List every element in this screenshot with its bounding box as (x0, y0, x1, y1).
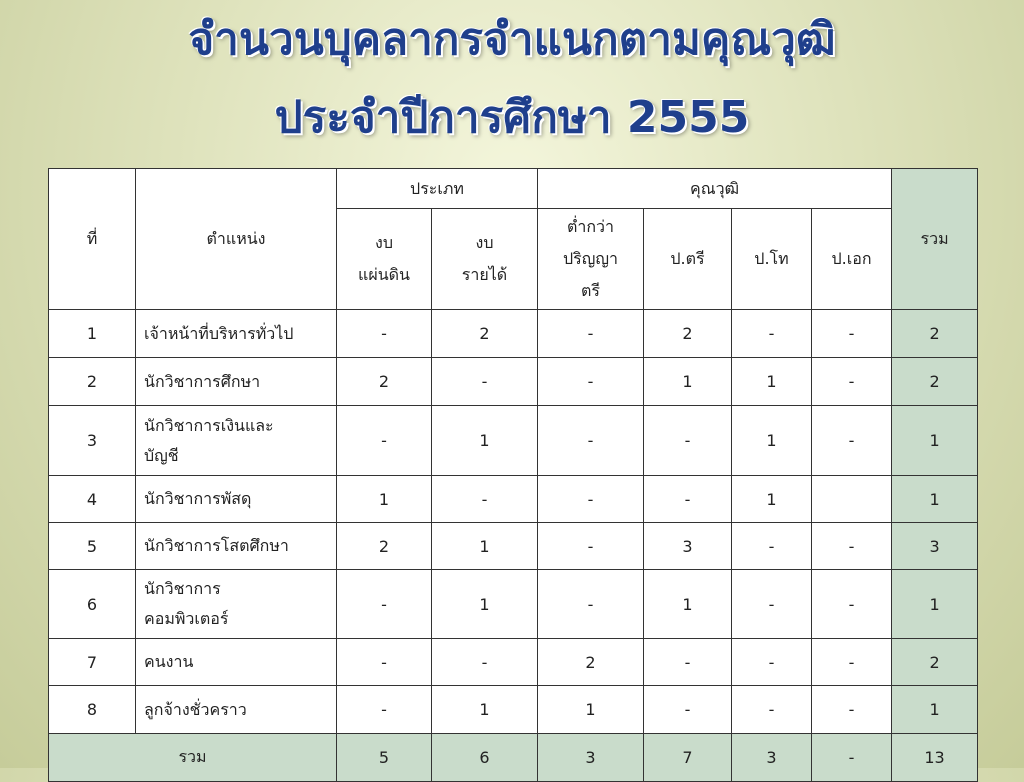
header-below-bachelor-line2: ปริญญา (563, 249, 618, 268)
cell-bachelor: 1 (644, 570, 732, 639)
cell-bachelor: 3 (644, 523, 732, 570)
header-master: ป.โท (732, 209, 812, 310)
cell-total: 3 (892, 523, 978, 570)
cell-bachelor: 1 (644, 358, 732, 406)
cell-position: เจ้าหน้าที่บริหารทั่วไป (136, 310, 337, 358)
header-no: ที่ (49, 169, 136, 310)
cell-doctor: - (812, 570, 892, 639)
cell-position: ลูกจ้างชั่วคราว (136, 686, 337, 734)
header-budget-income-line2: รายได้ (461, 265, 508, 284)
summary-doctor: - (812, 734, 892, 782)
header-total: รวม (892, 169, 978, 310)
header-budget-gov-line1: งบ (375, 233, 393, 252)
cell-below: 2 (538, 639, 644, 686)
cell-gov: - (337, 570, 432, 639)
cell-position-line2: คอมพิวเตอร์ (144, 609, 229, 628)
personnel-table (48, 168, 978, 782)
table-row (49, 310, 978, 358)
cell-below: - (538, 310, 644, 358)
table-row (49, 523, 978, 570)
cell-below: - (538, 570, 644, 639)
cell-master: 1 (732, 476, 812, 523)
cell-master: - (732, 639, 812, 686)
header-position: ตำแหน่ง (136, 169, 337, 310)
summary-total: 13 (892, 734, 978, 782)
summary-row (49, 734, 978, 782)
cell-gov: 1 (337, 476, 432, 523)
cell-position: คนงาน (136, 639, 337, 686)
cell-income: - (432, 358, 538, 406)
cell-position: นักวิชาการศึกษา (136, 358, 337, 406)
table-row (49, 639, 978, 686)
cell-gov: - (337, 406, 432, 476)
cell-no: 8 (49, 686, 136, 734)
cell-below: 1 (538, 686, 644, 734)
cell-position: นักวิชาการโสตศึกษา (136, 523, 337, 570)
cell-income: 1 (432, 570, 538, 639)
cell-no: 5 (49, 523, 136, 570)
cell-master: - (732, 523, 812, 570)
cell-bachelor: - (644, 476, 732, 523)
cell-doctor: - (812, 406, 892, 476)
cell-position (136, 570, 337, 639)
cell-master: 1 (732, 358, 812, 406)
cell-no: 4 (49, 476, 136, 523)
header-below-bachelor (538, 209, 644, 310)
cell-position-line2: บัญชี (144, 445, 179, 465)
cell-bachelor: 2 (644, 310, 732, 358)
cell-bachelor: - (644, 686, 732, 734)
table-row (49, 476, 978, 523)
cell-income: 1 (432, 523, 538, 570)
cell-gov: 2 (337, 523, 432, 570)
cell-total: 2 (892, 639, 978, 686)
header-row-1 (49, 169, 978, 209)
cell-position (136, 406, 337, 476)
header-below-bachelor-line3: ตรี (581, 281, 600, 300)
header-budget-income (432, 209, 538, 310)
summary-label: รวม (49, 734, 337, 782)
table-row (49, 570, 978, 639)
cell-gov: 2 (337, 358, 432, 406)
summary-bachelor: 7 (644, 734, 732, 782)
cell-master: - (732, 570, 812, 639)
table-row (49, 358, 978, 406)
cell-doctor: - (812, 639, 892, 686)
cell-total: 2 (892, 358, 978, 406)
cell-no: 2 (49, 358, 136, 406)
cell-total: 1 (892, 476, 978, 523)
cell-below: - (538, 406, 644, 476)
summary-gov: 5 (337, 734, 432, 782)
summary-below: 3 (538, 734, 644, 782)
cell-income: 2 (432, 310, 538, 358)
cell-doctor: - (812, 523, 892, 570)
cell-position-line1: นักวิชาการเงินและ (144, 415, 274, 435)
cell-gov: - (337, 310, 432, 358)
cell-total: 1 (892, 570, 978, 639)
cell-doctor: - (812, 310, 892, 358)
header-doctorate: ป.เอก (812, 209, 892, 310)
cell-no: 6 (49, 570, 136, 639)
table-row (49, 406, 978, 476)
cell-master: - (732, 686, 812, 734)
cell-below: - (538, 476, 644, 523)
header-type: ประเภท (337, 169, 538, 209)
page-subtitle: ประจำปีการศึกษา 2555 (274, 92, 750, 143)
cell-position-line1: นักวิชาการ (144, 579, 221, 598)
cell-bachelor: - (644, 639, 732, 686)
cell-total: 2 (892, 310, 978, 358)
cell-master: - (732, 310, 812, 358)
cell-income: 1 (432, 406, 538, 476)
header-budget-income-line1: งบ (475, 233, 494, 252)
cell-doctor: - (812, 686, 892, 734)
cell-below: - (538, 358, 644, 406)
cell-no: 7 (49, 639, 136, 686)
cell-position: นักวิชาการพัสดุ (136, 476, 337, 523)
page-title: จำนวนบุคลากรจำแนกตามคุณวุฒิ (188, 14, 836, 65)
summary-income: 6 (432, 734, 538, 782)
summary-master: 3 (732, 734, 812, 782)
cell-income: - (432, 476, 538, 523)
cell-no: 1 (49, 310, 136, 358)
header-budget-gov-line2: แผ่นดิน (358, 265, 410, 284)
cell-income: - (432, 639, 538, 686)
cell-gov: - (337, 639, 432, 686)
header-below-bachelor-line1: ต่ำกว่า (566, 217, 615, 236)
cell-income: 1 (432, 686, 538, 734)
header-bachelor: ป.ตรี (644, 209, 732, 310)
cell-total: 1 (892, 406, 978, 476)
table-row (49, 686, 978, 734)
header-qualification: คุณวุฒิ (538, 169, 892, 209)
cell-total: 1 (892, 686, 978, 734)
cell-bachelor: - (644, 406, 732, 476)
cell-doctor: - (812, 358, 892, 406)
cell-below: - (538, 523, 644, 570)
cell-gov: - (337, 686, 432, 734)
cell-master: 1 (732, 406, 812, 476)
header-budget-gov (337, 209, 432, 310)
cell-no: 3 (49, 406, 136, 476)
cell-doctor (812, 476, 892, 523)
